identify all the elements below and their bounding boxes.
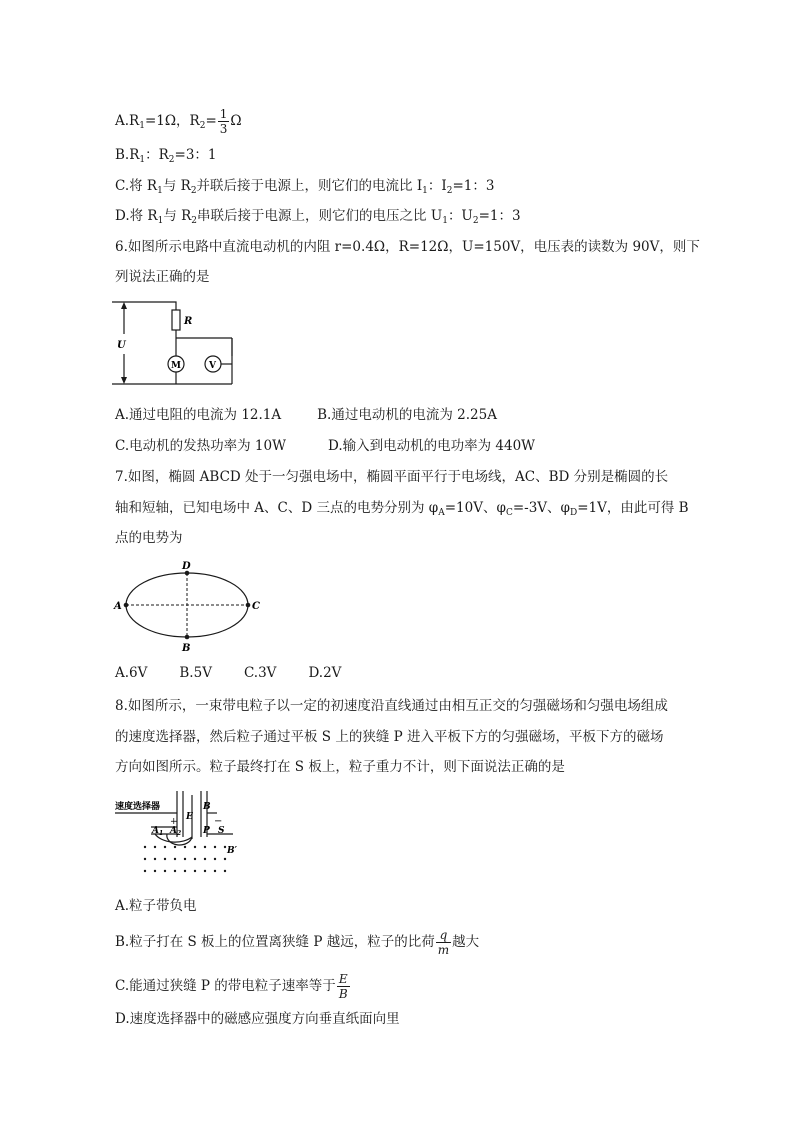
label-A1: $A_1$ xyxy=(152,826,164,837)
q8-stem-line-1: 8.如图所示，一束带电粒子以一定的初速度沿直线通过由相互正交的匀强磁场和匀强电场组成 xyxy=(115,698,668,714)
q6-options-row-1: A.通过电阻的电流为 12.1A B.通过电动机的电流为 2.25A xyxy=(115,407,497,423)
label-E: E xyxy=(186,812,193,822)
label-R: R xyxy=(184,316,193,327)
q6-stem-line-2: 列说法正确的是 xyxy=(115,269,210,285)
fraction-q-over-m: $\frac{q}{m}$ xyxy=(437,928,450,957)
q6-circuit-diagram xyxy=(112,298,242,390)
q7-stem-line-1: 7.如图，椭圆 ABCD 处于一匀强电场中，椭圆平面平行于电场线，AC、BD 分别是椭圆的长 xyxy=(115,469,669,485)
minus-sign: − xyxy=(214,816,223,827)
fraction-E-over-B: $\frac{E}{B}$ xyxy=(338,972,348,1001)
point-A-label: A xyxy=(114,601,122,612)
selector-title: 速度选择器 xyxy=(115,802,161,812)
q7-ellipse-diagram xyxy=(112,560,272,652)
point-C-label: C xyxy=(252,601,260,612)
q8-stem-line-3: 方向如图所示。粒子最终打在 S 板上，粒子重力不计，则下面说法正确的是 xyxy=(115,759,565,775)
q8-option-d: D.速度选择器中的磁感应强度方向垂直纸面向里 xyxy=(115,1011,400,1027)
q8-option-c: C.能通过狭缝 P 的带电粒子速率等于 $\frac{E}{B}$ xyxy=(115,972,348,1001)
q8-option-a: A.粒子带负电 xyxy=(115,898,197,914)
q5-option-a: $A.R_1=1\Omega$，$R_2=$ $\frac{1}{3}$ Ω xyxy=(115,107,242,136)
label-B: B xyxy=(203,802,211,812)
q6-options-row-2: C.电动机的发热功率为 10W D.输入到电动机的电功率为 440W xyxy=(115,438,536,454)
point-D-label: D xyxy=(182,561,191,572)
q7-stem-line-2: 轴和短轴，已知电场中 A、C、D 三点的电势分别为 $\varphi_A=10V$、$\varphi_C=-3V$、$\varphi_D=1V$，由此可得 B xyxy=(115,500,689,518)
q6-stem-line-1: 6.如图所示电路中直流电动机的内阻 r=0.4Ω，R=12Ω，U=150V，电压表的读数为 90V，则下 xyxy=(115,239,700,255)
q8-stem-line-2: 的速度选择器，然后粒子通过平板 S 上的狭缝 P 进入平板下方的匀强磁场，平板下方的磁场 xyxy=(115,729,664,745)
q5-option-b: $B.R_1$：$R_2=3$：1 xyxy=(115,147,217,165)
q7-options-row: A.6V B.5V C.3V D.2V xyxy=(115,665,342,681)
q5-option-c: C.将 $R_1$与 $R_2$并联后接于电源上，则它们的电流比 $I_1$：$I_2=1$：3 xyxy=(115,178,495,196)
motor-icon: M xyxy=(171,361,181,371)
label-S: S xyxy=(218,826,225,836)
label-B-prime: B′ xyxy=(227,846,237,856)
q7-stem-line-3: 点的电势为 xyxy=(115,530,183,546)
q5-option-d: D.将 $R_1$与 $R_2$串联后接于电源上，则它们的电压之比 $U_1$：$U_2=1$：3 xyxy=(115,208,521,226)
plus-sign: + xyxy=(170,817,178,827)
label-P: P xyxy=(203,826,210,836)
point-B-label: B xyxy=(182,643,191,652)
q8-velocity-selector-diagram xyxy=(115,787,245,882)
fraction-one-third: $\frac{1}{3}$ xyxy=(219,107,228,136)
label-U: U xyxy=(117,340,126,351)
q8-option-b: B.粒子打在 S 板上的位置离狭缝 P 越远，粒子的比荷 $\frac{q}{m}$ 越大 xyxy=(115,928,480,957)
label-A2: $A_2$ xyxy=(170,826,182,837)
voltmeter-icon: V xyxy=(209,361,216,371)
